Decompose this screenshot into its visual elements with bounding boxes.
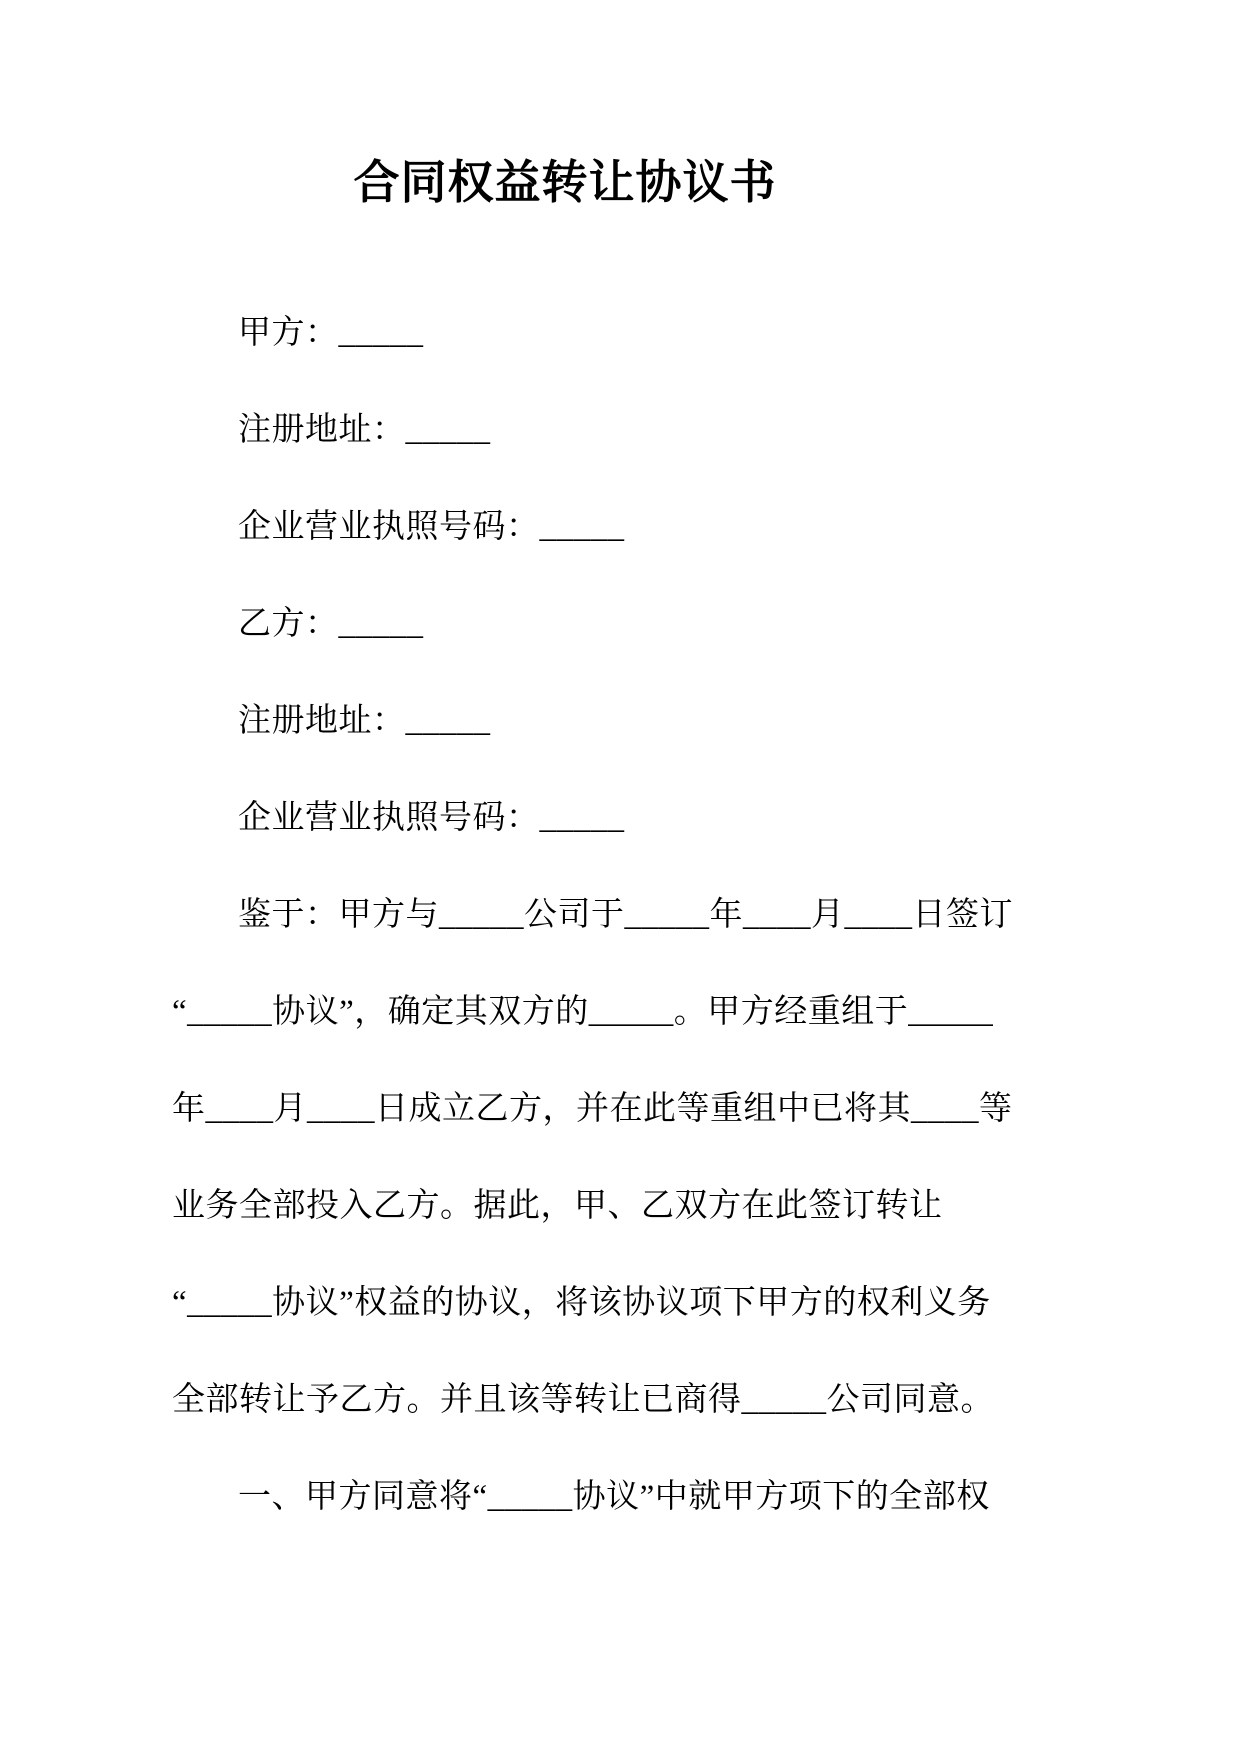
field-party-a: 甲方：_____ [238, 315, 424, 351]
whereas-clause-line-1: 鉴于：甲方与_____公司于_____年____月____日签订 [238, 897, 1013, 933]
whereas-clause-line-6: 全部转让予乙方。并且该等转让已商得_____公司同意。 [172, 1382, 994, 1418]
whereas-clause-line-4: 业务全部投入乙方。据此，甲、乙双方在此签订转让 [172, 1188, 943, 1224]
whereas-clause-line-3: 年____月____日成立乙方，并在此等重组中已将其____等 [172, 1091, 1013, 1127]
field-registered-address-b: 注册地址：_____ [238, 703, 491, 739]
field-registered-address-a: 注册地址：_____ [238, 412, 491, 448]
field-party-b: 乙方：_____ [238, 606, 424, 642]
document-body [172, 281, 1112, 1542]
whereas-clause-line-5: “_____协议”权益的协议，将该协议项下甲方的权利义务 [172, 1285, 991, 1321]
field-business-license-b: 企业营业执照号码：_____ [238, 800, 625, 836]
whereas-clause-line-2: “_____协议”，确定其双方的_____。甲方经重组于_____ [172, 994, 994, 1030]
article-1-line-1: 一、甲方同意将“_____协议”中就甲方项下的全部权 [238, 1479, 990, 1515]
field-business-license-a: 企业营业执照号码：_____ [238, 509, 625, 545]
document-title: 合同权益转让协议书 [353, 157, 777, 208]
